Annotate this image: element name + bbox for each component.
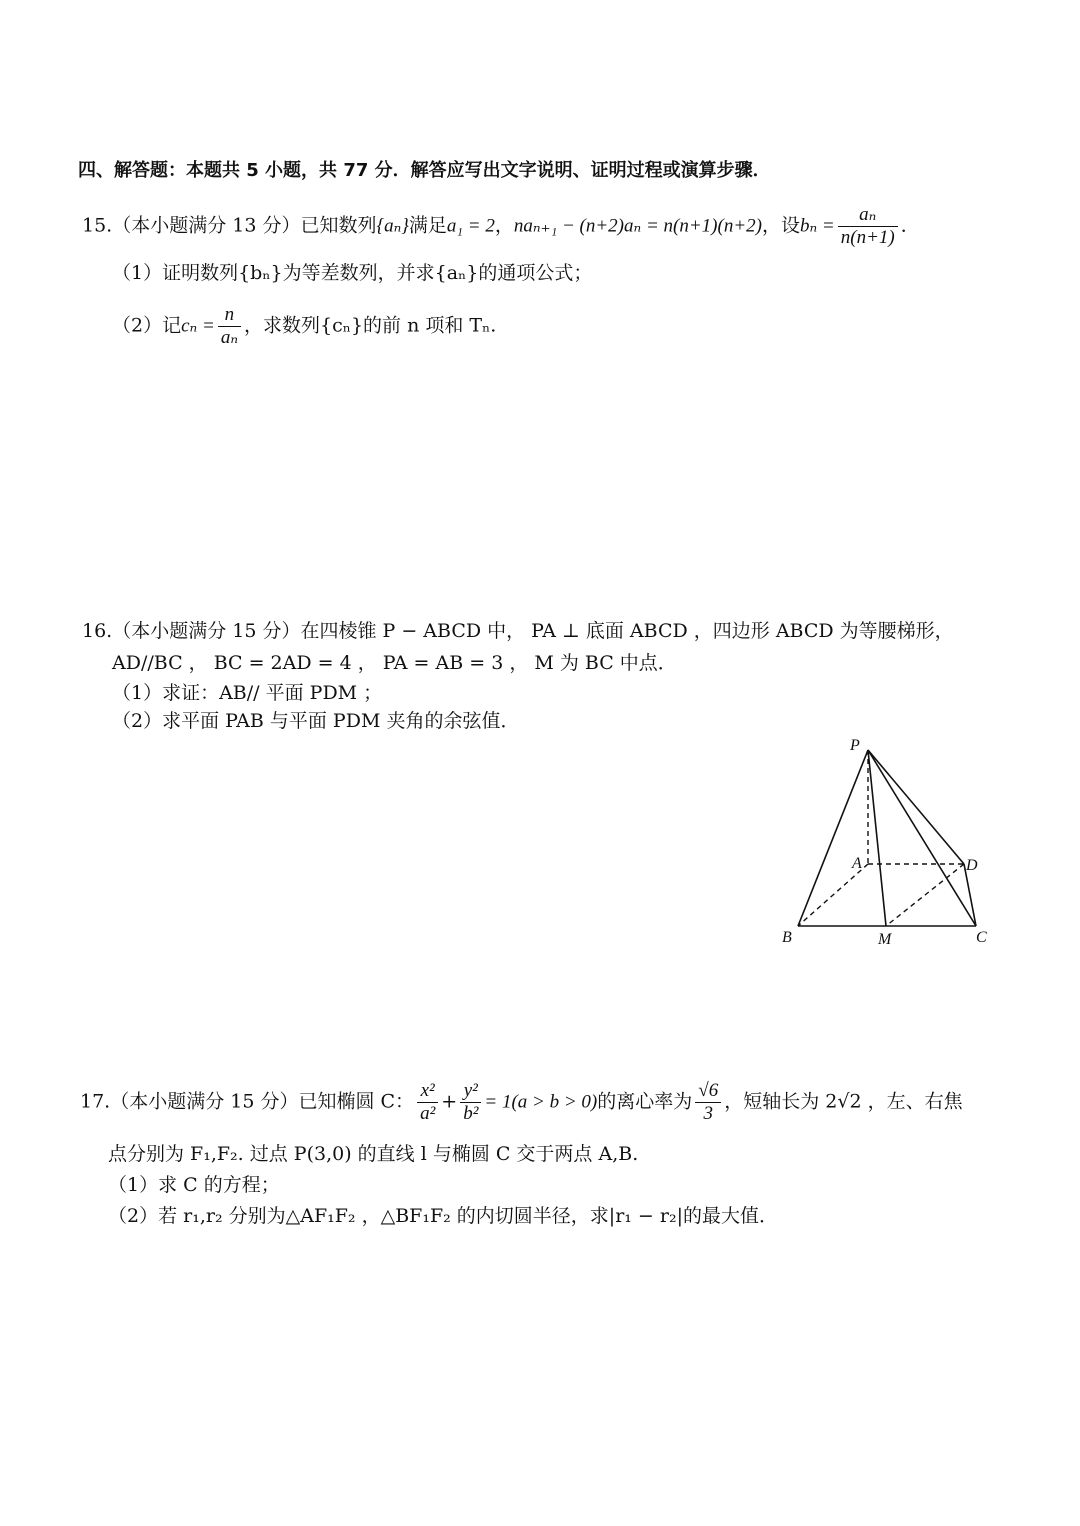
q15-sep: ， (494, 214, 514, 237)
q17-y-fraction (460, 1080, 481, 1125)
q15-number: 15. (82, 214, 113, 237)
q15-cond1: a₁ = 2 (446, 215, 495, 237)
q16-part2: （2）求平面 PAB 与平面 PDM 夹角的余弦值． (112, 710, 520, 732)
q17-pre: 17.（本小题满分 15 分）已知椭圆 C： (80, 1090, 415, 1113)
q15-part2-pre: （2）记 (112, 314, 182, 337)
q15-c-fraction (218, 304, 241, 349)
q17-e-denominator: 3 (695, 1102, 721, 1125)
q17-line2: 点分别为 F₁,F₂. 过点 P(3,0) 的直线 l 与椭圆 C 交于两点 A,B. (108, 1143, 639, 1165)
q15-b-numerator: aₙ (859, 204, 877, 225)
edge-DM (886, 864, 964, 926)
q17-y-denominator: b² (460, 1102, 481, 1125)
q17-y-numerator: y² (463, 1080, 478, 1101)
label-B: B (782, 929, 792, 946)
q15-end: ． (900, 214, 920, 237)
q17-x-fraction (417, 1080, 438, 1125)
q15-b-lhs: bₙ = (799, 215, 835, 237)
q17-e-numerator: √6 (698, 1080, 719, 1101)
q15-part1: （1）证明数列{bₙ}为等差数列，并求{aₙ}的通项公式； (112, 262, 593, 284)
q17-line1 (80, 1080, 963, 1125)
q15-let: ，设 (761, 214, 800, 237)
q15-part2 (112, 304, 496, 349)
section-header: 四、解答题：本题共 5 小题，共 77 分．解答应写出文字说明、证明过程或演算步骤． (78, 160, 771, 181)
q15-recurrence: naₙ₊₁ − (n+2)aₙ = n(n+1)(n+2) (513, 215, 762, 237)
edge-PC (868, 750, 976, 926)
q15-c-denominator: aₙ (218, 326, 241, 349)
q15-part2-post: ，求数列{cₙ}的前 n 项和 Tₙ. (244, 314, 497, 337)
q17-part1: （1）求 C 的方程； (108, 1174, 280, 1196)
q17-eq-rest: = 1(a > b > 0) (484, 1091, 598, 1113)
q15-seq-a: {aₙ} (376, 215, 409, 237)
q15-b-denominator: n(n+1) (838, 226, 898, 249)
q16-part1: （1）求证：AB// 平面 PDM ； (112, 682, 383, 704)
label-A: A (852, 855, 862, 872)
q15-statement (82, 204, 920, 249)
q16-line1: 16.（本小题满分 15 分）在四棱锥 P − ABCD 中， PA ⊥ 底面 ABCD ，四边形 ABCD 为等腰梯形， (82, 620, 954, 642)
q15-score: （本小题满分 13 分）已知数列 (112, 214, 377, 237)
edge-PB (798, 750, 868, 926)
q17-ecc-text: 的离心率为 (597, 1090, 693, 1113)
q16-line2: AD//BC ， BC = 2AD = 4 ， PA = AB = 3 ， M 为 BC 中点． (112, 652, 677, 674)
label-C: C (976, 929, 987, 946)
edge-PD (868, 750, 964, 864)
q17-part2: （2）若 r₁,r₂ 分别为△AF₁F₂ ，△BF₁F₂ 的内切圆半径，求|r₁ − r₂|的最大值． (108, 1205, 778, 1227)
q17-x-numerator: x² (420, 1080, 435, 1101)
label-M: M (878, 931, 892, 948)
q15-c-numerator: n (224, 304, 235, 325)
label-P: P (850, 737, 860, 754)
q15-c-lhs: cₙ = (181, 315, 215, 337)
q15-b-fraction (838, 204, 898, 249)
edge-AB (798, 864, 868, 926)
q17-e-fraction (695, 1080, 721, 1125)
q17-x-denominator: a² (417, 1102, 438, 1125)
q15-satisfies: 满足 (408, 214, 447, 237)
pyramid-figure (770, 730, 1010, 960)
label-D: D (966, 857, 978, 874)
q17-after: ，短轴长为 2√2 ，左、右焦 (724, 1090, 963, 1113)
q17-plus: + (441, 1090, 458, 1113)
